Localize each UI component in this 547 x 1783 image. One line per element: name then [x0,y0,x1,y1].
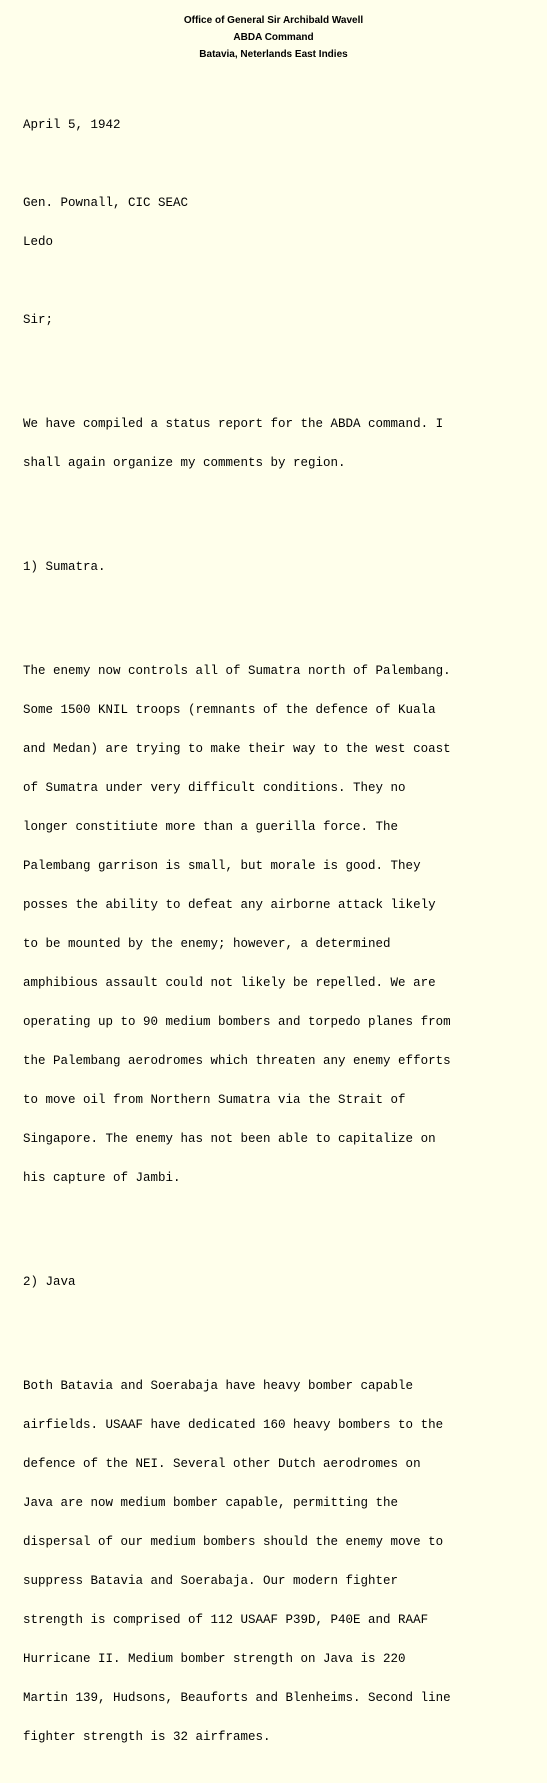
recipient-name: Gen. Pownall, CIC SEAC [23,196,189,210]
letter-date: April 5, 1942 [23,118,121,132]
text-line: and Medan) are trying to make their way to the west coast [23,742,451,756]
text-line: Hurricane II. Medium bomber strength on Java is 220 [23,1652,406,1666]
section-heading-java: 2) Java [23,1275,76,1289]
recipient-location: Ledo [23,235,54,249]
text-line: posses the ability to defeat any airborne attack likely [23,898,436,912]
text-line: of Sumatra under very difficult conditions. They no [23,781,406,795]
text-line: Both Batavia and Soerabaja have heavy bomber capable [23,1379,414,1393]
section-body-sumatra [23,639,538,1211]
text-line: fighter strength is 32 airframes. [23,1730,271,1744]
text-line: to be mounted by the enemy; however, a determined [23,937,391,951]
text-line: the Palembang aerodromes which threaten any enemy efforts [23,1054,451,1068]
text-line: The enemy now controls all of Sumatra north of Palembang. [23,664,451,678]
text-line: We have compiled a status report for the ABDA command. I [23,417,444,431]
text-line: suppress Batavia and Soerabaja. Our modern fighter [23,1574,399,1588]
text-line: amphibious assault could not likely be repelled. We are [23,976,436,990]
text-line: defence of the NEI. Several other Dutch aerodromes on [23,1457,421,1471]
text-line: shall again organize my comments by region. [23,456,346,470]
letterhead [0,12,547,63]
section-heading-sumatra: 1) Sumatra. [23,560,106,574]
letterhead-location: Batavia, Neterlands East Indies [199,49,348,60]
text-line: airfields. USAAF have dedicated 160 heavy bombers to the [23,1418,444,1432]
text-line: longer constitiute more than a guerilla force. The [23,820,399,834]
text-line: to move oil from Northern Sumatra via the Strait of [23,1093,406,1107]
text-line: Java are now medium bomber capable, permitting the [23,1496,399,1510]
letter-body [23,93,538,1783]
letterhead-command: ABDA Command [233,32,314,43]
text-line: strength is comprised of 112 USAAF P39D, P40E and RAAF [23,1613,429,1627]
text-line: Some 1500 KNIL troops (remnants of the defence of Kuala [23,703,436,717]
text-line: his capture of Jambi. [23,1171,181,1185]
text-line: operating up to 90 medium bombers and torpedo planes from [23,1015,451,1029]
letterhead-office: Office of General Sir Archibald Wavell [183,15,364,26]
text-line: Palembang garrison is small, but morale is good. They [23,859,421,873]
text-line: dispersal of our medium bombers should the enemy move to [23,1535,444,1549]
text-line: Martin 139, Hudsons, Beauforts and Blenheims. Second line [23,1691,451,1705]
text-line: Singapore. The enemy has not been able to capitalize on [23,1132,436,1146]
salutation: Sir; [23,313,54,327]
section-body-java [23,1354,538,1770]
intro-paragraph [23,392,538,496]
